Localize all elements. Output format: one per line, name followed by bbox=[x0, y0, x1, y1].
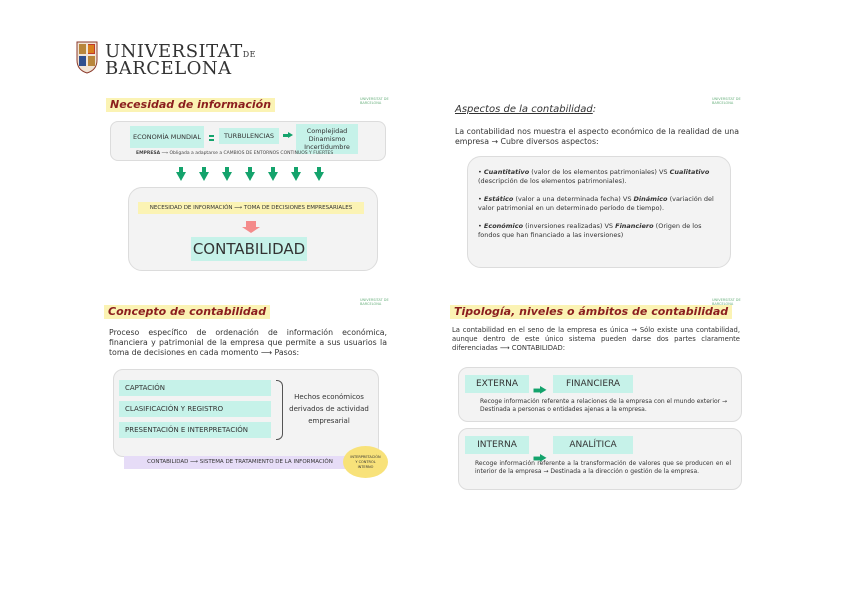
equals-icon bbox=[209, 135, 214, 141]
slide1-mini-logo: UNIVERSITAT DE BARCELONA bbox=[360, 97, 389, 105]
complejidad-box: Complejidad Dinamismo Incertidumbre bbox=[296, 124, 358, 154]
financiera-box: FINANCIERA bbox=[553, 375, 633, 393]
bullet-economico: • Económico (inversiones realizadas) VS Financiero (Origen de los fondos que han financiado a las inversiones) bbox=[478, 222, 702, 239]
step-presentacion: PRESENTACIÓN E INTERPRETACIÓN bbox=[119, 422, 271, 438]
down-arrow-icon bbox=[291, 167, 301, 181]
interpretacion-badge: INTERPRETACIÓN Y CONTROL INTERNO bbox=[343, 446, 388, 478]
externa-desc: Recoge información referente a relaciones de la empresa con el mundo exterior → Destinada a personas o entidades ajenas a la empresa. bbox=[480, 398, 728, 413]
necesidad-informacion-bar: NECESIDAD DE INFORMACIÓN ⟶ TOMA DE DECISIONES EMPRESARIALES bbox=[138, 202, 364, 214]
slide4-intro: La contabilidad en el seno de la empresa es única → Sólo existe una contabilidad, aunque dentro de este único sistema pueden darse dos partes claramente diferenciadas ⟶ CONTABILIDAD: bbox=[452, 326, 740, 352]
empresa-label: EMPRESA bbox=[136, 151, 161, 156]
university-shield-icon bbox=[76, 40, 98, 74]
interna-desc: Recoge información referente a la transformación de valores que se producen en el interior de la empresa → Destinada a la dirección o gestión de la empresa. bbox=[475, 460, 731, 475]
down-arrow-icon bbox=[176, 167, 186, 181]
slide2-mini-logo: UNIVERSITAT DE BARCELONA bbox=[712, 97, 741, 105]
slide2-bullets bbox=[478, 168, 718, 240]
hechos-economicos: Hechos económicos derivados de actividad empresarial bbox=[289, 393, 369, 425]
university-name-line1: UNIVERSITATDE bbox=[105, 41, 256, 62]
economia-mundial-box: ECONOMÍA MUNDIAL bbox=[130, 126, 204, 148]
turbulencias-box: TURBULENCIAS bbox=[219, 128, 279, 144]
slide4-mini-logo: UNIVERSITAT DE BARCELONA bbox=[712, 298, 741, 306]
empresa-note-text: Obligada a adaptarse a CAMBIOS DE ENTORNOS CONTINUOS Y FUERTES bbox=[169, 151, 334, 156]
step-captacion: CAPTACIÓN bbox=[119, 380, 271, 396]
down-arrow-icon bbox=[314, 167, 324, 181]
slide4-title: Tipología, niveles o ámbitos de contabilidad bbox=[450, 305, 732, 319]
slide3-mini-logo: UNIVERSITAT DE BARCELONA bbox=[360, 298, 389, 306]
university-name-line2: BARCELONA bbox=[105, 58, 232, 79]
down-arrow-icon bbox=[199, 167, 209, 181]
down-arrows-row bbox=[176, 167, 324, 181]
arrow-right-icon bbox=[283, 132, 293, 139]
bracket bbox=[276, 380, 283, 440]
down-arrow-icon bbox=[245, 167, 255, 181]
slide3-title: Concepto de contabilidad bbox=[104, 305, 270, 319]
contabilidad-box: CONTABILIDAD bbox=[191, 237, 307, 261]
slide1-title: Necesidad de información bbox=[106, 98, 275, 112]
slide2-title: Aspectos de la contabilidad: bbox=[455, 104, 597, 115]
step-clasificacion: CLASIFICACIÓN Y REGISTRO bbox=[119, 401, 271, 417]
down-arrow-icon bbox=[268, 167, 278, 181]
arrow-right-icon bbox=[534, 386, 547, 395]
interna-box: INTERNA bbox=[465, 436, 529, 454]
down-arrow-icon bbox=[222, 167, 232, 181]
pink-arrow-down-icon bbox=[242, 227, 260, 233]
bullet-estatico: • Estático (valor a una determinada fecha) VS Dinámico (variación del valor patrimonial en un determinado período de tiempo). bbox=[478, 195, 714, 212]
bullet-cuantitativo: • Cuantitativo (valor de los elementos patrimoniales) VS Cualitativo (descripción de los elementos patrimoniales). bbox=[478, 168, 710, 185]
sistema-bar: CONTABILIDAD ⟶ SISTEMA DE TRATAMIENTO DE LA INFORMACIÓN bbox=[124, 456, 356, 469]
externa-box: EXTERNA bbox=[465, 375, 529, 393]
slide3-intro: Proceso específico de ordenación de información económica, financiera y patrimonial de la empresa que permite a sus usuarios la toma de decisiones en cada momento ⟶ Pasos: bbox=[109, 328, 387, 357]
analitica-box: ANALÍTICA bbox=[553, 436, 633, 454]
slide2-intro: La contabilidad nos muestra el aspecto económico de la realidad de una empresa → Cubre diversos aspectos: bbox=[455, 127, 739, 146]
empresa-note: EMPRESA ⟶ Obligada a adaptarse a CAMBIOS DE ENTORNOS CONTINUOS Y FUERTES bbox=[136, 151, 334, 156]
